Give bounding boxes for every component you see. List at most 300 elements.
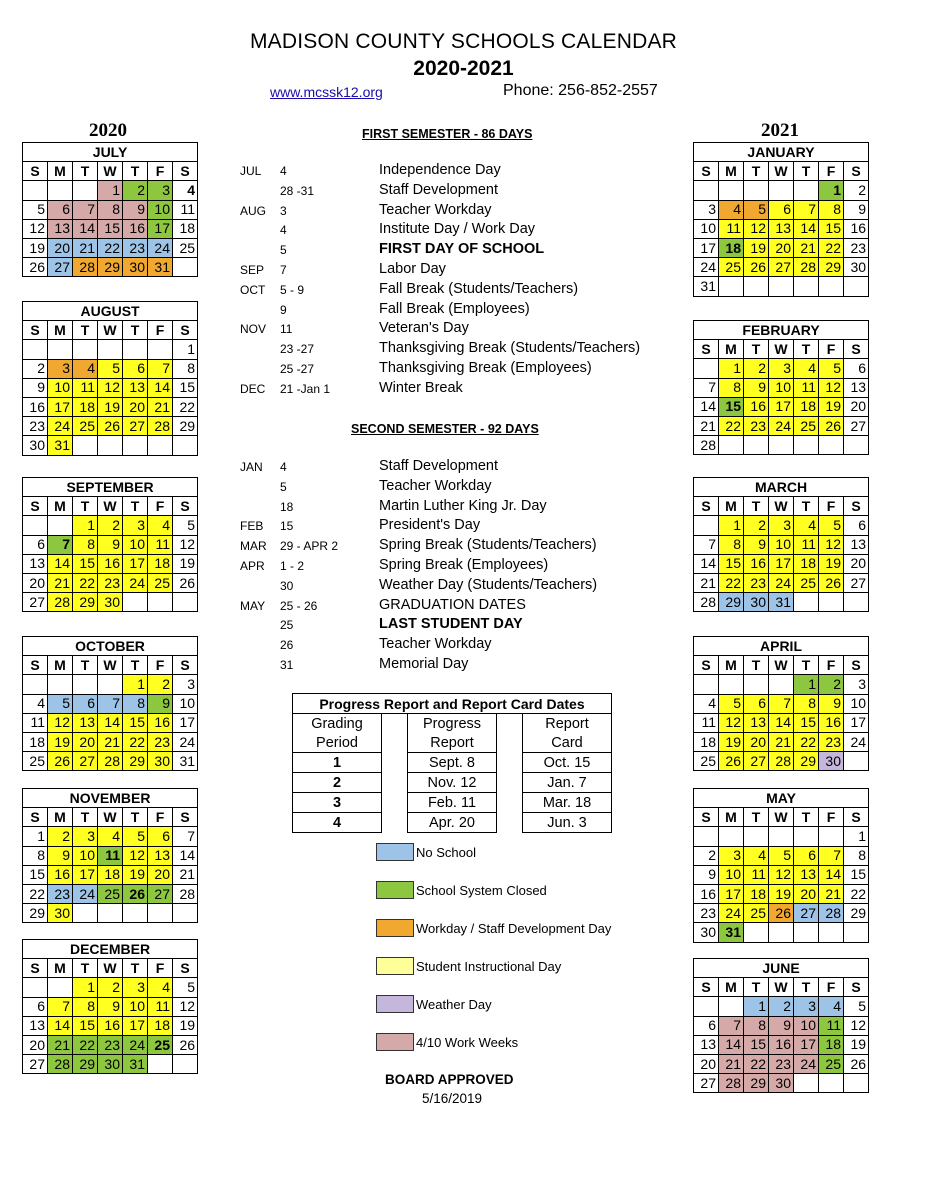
day-cell: 6 [73, 694, 98, 713]
weekday-header: S [173, 162, 198, 181]
website-link[interactable]: www.mcssk12.org [270, 84, 383, 100]
weekday-header: F [819, 808, 844, 827]
day-cell: 21 [48, 1035, 73, 1054]
weekday-header: S [694, 340, 719, 359]
day-cell: 2 [844, 181, 869, 200]
empty-cell [719, 827, 744, 846]
day-cell: 18 [98, 865, 123, 884]
empty-cell [719, 675, 744, 694]
month-name: JUNE [694, 959, 869, 978]
weekday-header: S [173, 656, 198, 675]
day-cell: 1 [173, 340, 198, 359]
empty-cell [719, 277, 744, 296]
day-cell: 11 [694, 713, 719, 732]
day-cell: 2 [48, 827, 73, 846]
weekday-header: S [23, 656, 48, 675]
month-name: DECEMBER [23, 940, 198, 959]
day-cell: 23 [98, 573, 123, 592]
event-description: Martin Luther King Jr. Day [379, 497, 547, 514]
day-cell: 11 [794, 535, 819, 554]
day-cell: 5 [173, 978, 198, 997]
day-cell: 18 [794, 397, 819, 416]
day-cell: 3 [844, 675, 869, 694]
day-cell: 26 [173, 1035, 198, 1054]
day-cell: 5 [23, 200, 48, 219]
day-cell: 16 [23, 397, 48, 416]
day-cell: 26 [123, 884, 148, 903]
weekday-header: F [819, 656, 844, 675]
day-cell: 16 [769, 1035, 794, 1054]
day-cell: 9 [694, 865, 719, 884]
grading-period-cell: 4 [293, 813, 382, 833]
day-cell: 27 [148, 884, 173, 903]
month-calendar-october [22, 636, 198, 771]
day-cell: 6 [844, 516, 869, 535]
empty-cell [819, 827, 844, 846]
day-cell: 3 [719, 846, 744, 865]
day-cell: 6 [794, 846, 819, 865]
day-cell: 28 [694, 436, 719, 455]
day-cell: 5 [173, 516, 198, 535]
day-cell: 24 [123, 573, 148, 592]
second-semester-heading: SECOND SEMESTER - 92 DAYS [351, 422, 539, 436]
day-cell: 29 [123, 752, 148, 771]
weekday-header: M [719, 656, 744, 675]
day-cell: 10 [123, 997, 148, 1016]
empty-cell [844, 752, 869, 771]
weekday-header: F [819, 340, 844, 359]
weekday-header: F [819, 162, 844, 181]
day-cell: 5 [123, 827, 148, 846]
day-cell: 2 [98, 516, 123, 535]
day-cell: 23 [694, 904, 719, 923]
day-cell: 23 [769, 1054, 794, 1073]
day-cell: 30 [48, 904, 73, 923]
day-cell: 22 [794, 732, 819, 751]
day-cell: 14 [148, 378, 173, 397]
day-cell: 30 [23, 436, 48, 455]
day-cell: 9 [744, 378, 769, 397]
day-cell: 26 [48, 752, 73, 771]
day-cell: 3 [123, 516, 148, 535]
card-date-cell: Oct. 15 [523, 753, 612, 773]
day-cell: 4 [794, 359, 819, 378]
day-cell: 20 [23, 1035, 48, 1054]
weekday-header: S [23, 321, 48, 340]
day-cell: 9 [123, 200, 148, 219]
day-cell: 26 [744, 258, 769, 277]
day-cell: 14 [694, 397, 719, 416]
weekday-header: M [48, 959, 73, 978]
empty-cell [48, 181, 73, 200]
day-cell: 8 [744, 1016, 769, 1035]
day-cell: 21 [819, 884, 844, 903]
event-description: Memorial Day [379, 656, 469, 672]
day-cell: 29 [23, 904, 48, 923]
empty-cell [844, 277, 869, 296]
event-date: 1 - 2 [280, 559, 305, 573]
day-cell: 13 [123, 378, 148, 397]
weekday-header: M [48, 656, 73, 675]
legend-swatch [376, 843, 414, 861]
weekday-header: W [98, 162, 123, 181]
grading-period-cell: 3 [293, 793, 382, 813]
grading-period-cell: 1 [293, 753, 382, 773]
weekday-header: W [98, 656, 123, 675]
day-cell: 15 [98, 219, 123, 238]
weekday-header: M [719, 978, 744, 997]
day-cell: 15 [719, 397, 744, 416]
day-cell: 28 [794, 258, 819, 277]
day-cell: 8 [98, 200, 123, 219]
day-cell: 12 [173, 535, 198, 554]
day-cell: 17 [123, 1016, 148, 1035]
event-month: APR [240, 559, 265, 573]
day-cell: 12 [844, 1016, 869, 1035]
weekday-header: S [173, 808, 198, 827]
day-cell: 24 [173, 732, 198, 751]
day-cell: 19 [48, 732, 73, 751]
day-cell: 2 [769, 997, 794, 1016]
weekday-header: S [844, 978, 869, 997]
weekday-header: F [148, 321, 173, 340]
approval-date: 5/16/2019 [422, 1091, 483, 1106]
day-cell: 14 [694, 554, 719, 573]
empty-cell [173, 258, 198, 277]
day-cell: 23 [819, 732, 844, 751]
event-description: GRADUATION DATES [379, 596, 526, 613]
day-cell: 25 [794, 416, 819, 435]
weekday-header: S [694, 497, 719, 516]
day-cell: 3 [48, 359, 73, 378]
empty-cell [148, 1055, 173, 1074]
empty-cell [23, 978, 48, 997]
day-cell: 20 [23, 573, 48, 592]
weekday-header: S [844, 497, 869, 516]
day-cell: 20 [769, 238, 794, 257]
event-month: NOV [240, 322, 267, 337]
empty-cell [819, 436, 844, 455]
weekday-header: F [148, 808, 173, 827]
event-description: Teacher Workday [379, 477, 492, 494]
day-cell: 11 [23, 713, 48, 732]
event-date: 26 [280, 638, 294, 653]
day-cell: 27 [769, 258, 794, 277]
day-cell: 23 [744, 573, 769, 592]
weekday-header: S [23, 808, 48, 827]
empty-cell [148, 436, 173, 455]
day-cell: 12 [98, 378, 123, 397]
empty-cell [744, 277, 769, 296]
day-cell: 26 [819, 573, 844, 592]
day-cell: 25 [148, 1035, 173, 1054]
weekday-header: W [769, 656, 794, 675]
empty-cell [844, 593, 869, 612]
day-cell: 13 [148, 846, 173, 865]
month-name: FEBRUARY [694, 321, 869, 340]
month-calendar-june [693, 958, 869, 1093]
day-cell: 1 [73, 516, 98, 535]
day-cell: 26 [719, 752, 744, 771]
day-cell: 18 [73, 397, 98, 416]
day-cell: 9 [819, 694, 844, 713]
day-cell: 26 [98, 417, 123, 436]
day-cell: 14 [719, 1035, 744, 1054]
weekday-header: S [23, 162, 48, 181]
day-cell: 31 [719, 923, 744, 942]
day-cell: 1 [794, 675, 819, 694]
weekday-header: T [794, 497, 819, 516]
day-cell: 8 [844, 846, 869, 865]
day-cell: 3 [73, 827, 98, 846]
day-cell: 29 [719, 593, 744, 612]
day-cell: 30 [98, 1055, 123, 1074]
empty-cell [98, 675, 123, 694]
event-description: Teacher Workday [379, 201, 492, 218]
day-cell: 20 [794, 884, 819, 903]
empty-cell [744, 181, 769, 200]
day-cell: 7 [694, 535, 719, 554]
event-date: 25 [280, 618, 294, 633]
day-cell: 24 [719, 904, 744, 923]
day-cell: 18 [794, 554, 819, 573]
day-cell: 6 [23, 997, 48, 1016]
event-month: FEB [240, 519, 264, 534]
month-calendar-november [22, 788, 198, 923]
progress-date-cell: Nov. 12 [408, 773, 497, 793]
day-cell: 14 [173, 846, 198, 865]
day-cell: 2 [23, 359, 48, 378]
empty-cell [48, 675, 73, 694]
weekday-header: F [148, 497, 173, 516]
day-cell: 17 [794, 1035, 819, 1054]
day-cell: 25 [794, 573, 819, 592]
event-date: 18 [280, 499, 294, 514]
day-cell: 19 [173, 554, 198, 573]
day-cell: 3 [769, 359, 794, 378]
day-cell: 29 [73, 593, 98, 612]
weekday-header: W [769, 497, 794, 516]
day-cell: 17 [148, 219, 173, 238]
day-cell: 16 [98, 1016, 123, 1035]
month-name: SEPTEMBER [23, 478, 198, 497]
day-cell: 10 [173, 694, 198, 713]
weekday-header: F [148, 162, 173, 181]
day-cell: 17 [719, 884, 744, 903]
day-cell: 23 [98, 1035, 123, 1054]
event-date: 4 [280, 223, 287, 238]
day-cell: 14 [794, 219, 819, 238]
day-cell: 15 [794, 713, 819, 732]
empty-cell [719, 436, 744, 455]
day-cell: 14 [769, 713, 794, 732]
progress-header-2: Report [408, 733, 497, 753]
phone-number: Phone: 256-852-2557 [503, 82, 658, 99]
day-cell: 5 [48, 694, 73, 713]
day-cell: 25 [694, 752, 719, 771]
day-cell: 13 [844, 535, 869, 554]
day-cell: 15 [123, 713, 148, 732]
day-cell: 27 [73, 752, 98, 771]
day-cell: 11 [98, 846, 123, 865]
empty-cell [23, 675, 48, 694]
day-cell: 19 [719, 732, 744, 751]
weekday-header: W [769, 978, 794, 997]
day-cell: 6 [769, 200, 794, 219]
event-date: 23 -27 [280, 342, 315, 357]
day-cell: 20 [744, 732, 769, 751]
day-cell: 10 [123, 535, 148, 554]
empty-cell [719, 181, 744, 200]
day-cell: 17 [173, 713, 198, 732]
day-cell: 28 [48, 1055, 73, 1074]
event-date: 30 [280, 578, 294, 593]
weekday-header: S [844, 162, 869, 181]
day-cell: 7 [719, 1016, 744, 1035]
day-cell: 25 [23, 752, 48, 771]
day-cell: 15 [23, 865, 48, 884]
day-cell: 3 [769, 516, 794, 535]
day-cell: 22 [744, 1054, 769, 1073]
day-cell: 28 [173, 884, 198, 903]
weekday-header: T [744, 808, 769, 827]
day-cell: 28 [819, 904, 844, 923]
weekday-header: T [744, 656, 769, 675]
card-header-1: Report [523, 714, 612, 734]
day-cell: 24 [769, 416, 794, 435]
day-cell: 24 [73, 884, 98, 903]
empty-cell [23, 516, 48, 535]
day-cell: 17 [844, 713, 869, 732]
empty-cell [73, 904, 98, 923]
day-cell: 25 [819, 1054, 844, 1073]
progress-date-cell: Sept. 8 [408, 753, 497, 773]
day-cell: 9 [148, 694, 173, 713]
day-cell: 8 [123, 694, 148, 713]
day-cell: 11 [73, 378, 98, 397]
day-cell: 5 [744, 200, 769, 219]
day-cell: 27 [694, 1074, 719, 1093]
day-cell: 29 [794, 752, 819, 771]
day-cell: 15 [73, 554, 98, 573]
month-calendar-july [22, 142, 198, 277]
day-cell: 23 [48, 884, 73, 903]
day-cell: 20 [844, 554, 869, 573]
month-name: NOVEMBER [23, 789, 198, 808]
event-month: DEC [240, 381, 266, 396]
day-cell: 21 [148, 397, 173, 416]
month-name: MARCH [694, 478, 869, 497]
card-date-cell: Jun. 3 [523, 813, 612, 833]
event-description: Fall Break (Students/Teachers) [379, 280, 579, 297]
day-cell: 18 [148, 1016, 173, 1035]
legend-label: 4/10 Work Weeks [416, 1035, 519, 1050]
event-description: Independence Day [379, 162, 501, 178]
day-cell: 23 [148, 732, 173, 751]
day-cell: 2 [98, 978, 123, 997]
month-name: APRIL [694, 637, 869, 656]
day-cell: 16 [148, 713, 173, 732]
day-cell: 18 [148, 554, 173, 573]
day-cell: 21 [48, 573, 73, 592]
day-cell: 19 [769, 884, 794, 903]
day-cell: 19 [23, 238, 48, 257]
event-date: 9 [280, 302, 287, 317]
empty-cell [123, 593, 148, 612]
day-cell: 21 [794, 238, 819, 257]
grading-header-1: Grading [293, 714, 382, 734]
day-cell: 14 [48, 554, 73, 573]
empty-cell [73, 340, 98, 359]
progress-report-table [292, 693, 612, 833]
weekday-header: W [769, 340, 794, 359]
event-date: 5 [280, 243, 287, 258]
weekday-header: T [123, 497, 148, 516]
day-cell: 31 [123, 1055, 148, 1074]
weekday-header: M [48, 321, 73, 340]
day-cell: 14 [98, 713, 123, 732]
day-cell: 2 [819, 675, 844, 694]
weekday-header: F [819, 497, 844, 516]
day-cell: 28 [73, 258, 98, 277]
month-calendar-may [693, 788, 869, 943]
weekday-header: T [73, 959, 98, 978]
day-cell: 20 [694, 1054, 719, 1073]
empty-cell [23, 340, 48, 359]
day-cell: 24 [48, 417, 73, 436]
empty-cell [844, 1074, 869, 1093]
weekday-header: W [98, 497, 123, 516]
day-cell: 10 [694, 219, 719, 238]
day-cell: 4 [694, 694, 719, 713]
day-cell: 3 [694, 200, 719, 219]
empty-cell [173, 904, 198, 923]
day-cell: 6 [844, 359, 869, 378]
day-cell: 27 [744, 752, 769, 771]
event-date: 25 - 26 [280, 598, 318, 613]
day-cell: 2 [123, 181, 148, 200]
weekday-header: T [794, 656, 819, 675]
day-cell: 24 [694, 258, 719, 277]
weekday-header: S [23, 959, 48, 978]
day-cell: 11 [173, 200, 198, 219]
day-cell: 11 [794, 378, 819, 397]
day-cell: 6 [123, 359, 148, 378]
weekday-header: S [694, 808, 719, 827]
empty-cell [23, 181, 48, 200]
legend-swatch [376, 995, 414, 1013]
weekday-header: T [794, 340, 819, 359]
event-month: SEP [240, 263, 265, 277]
weekday-header: M [719, 162, 744, 181]
event-date: 5 - 9 [280, 282, 305, 297]
day-cell: 17 [123, 554, 148, 573]
weekday-header: S [694, 656, 719, 675]
empty-cell [123, 436, 148, 455]
day-cell: 5 [98, 359, 123, 378]
day-cell: 26 [23, 258, 48, 277]
day-cell: 4 [73, 359, 98, 378]
empty-cell [73, 181, 98, 200]
weekday-header: T [73, 497, 98, 516]
day-cell: 8 [719, 535, 744, 554]
day-cell: 30 [98, 593, 123, 612]
event-month: OCT [240, 282, 266, 297]
day-cell: 15 [719, 554, 744, 573]
day-cell: 9 [769, 1016, 794, 1035]
event-month: JAN [240, 460, 263, 474]
day-cell: 7 [794, 200, 819, 219]
